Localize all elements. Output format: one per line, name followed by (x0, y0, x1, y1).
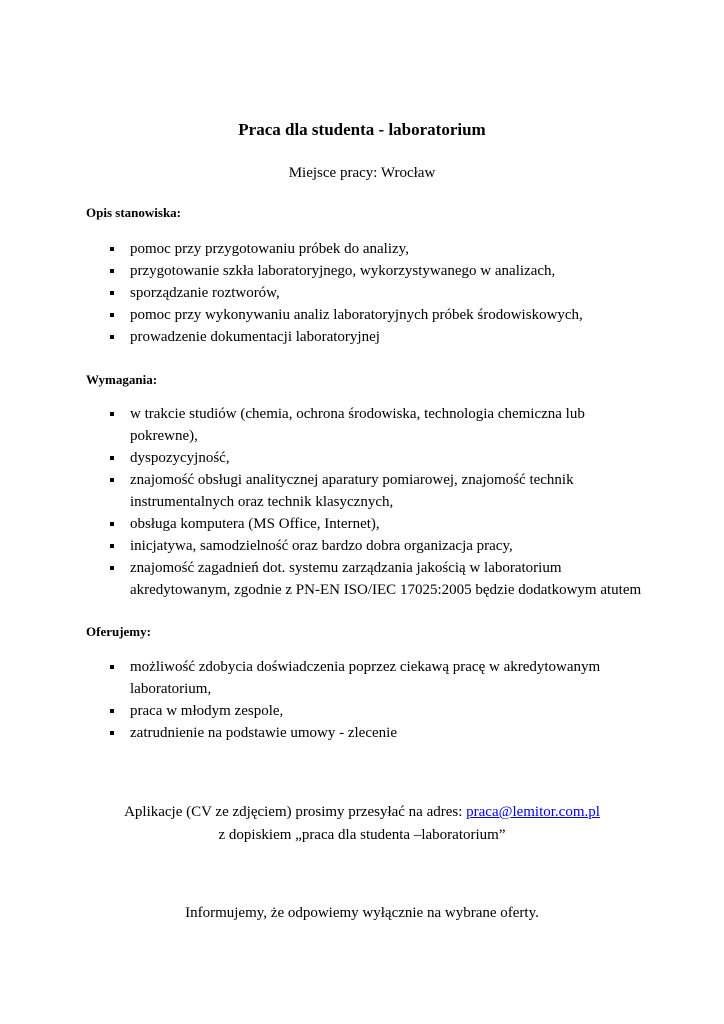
bullet-icon (110, 544, 114, 548)
notice-text: Informujemy, że odpowiemy wyłącznie na wybrane oferty. (185, 905, 539, 921)
bullet-icon (110, 522, 114, 526)
email-link[interactable]: praca@lemitor.com.pl (466, 804, 600, 820)
list-item: praca w młodym zespole, (86, 700, 646, 722)
bullet-icon (110, 412, 114, 416)
page-title: Praca dla studenta - laboratorium (238, 120, 486, 139)
bullet-icon (110, 456, 114, 460)
bullet-icon (110, 665, 114, 669)
bullet-icon (110, 291, 114, 295)
list-item: sporządzanie roztworów, (86, 282, 646, 304)
bullet-icon (110, 313, 114, 317)
section-heading-requirements: Wymagania: (86, 372, 158, 387)
list-item: znajomość obsługi analitycznej aparatury pomiarowej, znajomość technik instrumentalnych oraz technik klasycznych, (86, 469, 646, 513)
application-line (0, 802, 724, 822)
section-heading-description: Opis stanowiska: (86, 205, 181, 220)
list-item: przygotowanie szkła laboratoryjnego, wykorzystywanego w analizach, (86, 260, 646, 282)
bullet-icon (110, 269, 114, 273)
list-item: prowadzenie dokumentacji laboratoryjnej (86, 326, 646, 348)
list-item: pomoc przy przygotowaniu próbek do analizy, (86, 238, 646, 260)
list-item: inicjatywa, samodzielność oraz bardzo dobra organizacja pracy, (86, 535, 646, 557)
bullet-icon (110, 247, 114, 251)
list-item: znajomość zagadnień dot. systemu zarządzania jakością w laboratorium akredytowanym, zgodnie z PN-EN ISO/IEC 17025:2005 będzie dodatkowym atutem (86, 557, 646, 601)
offer-list (86, 656, 646, 744)
bullet-icon (110, 731, 114, 735)
bullet-icon (110, 566, 114, 570)
bullet-icon (110, 335, 114, 339)
list-item: zatrudnienie na podstawie umowy - zlecenie (86, 722, 646, 744)
list-item: w trakcie studiów (chemia, ochrona środowiska, technologia chemiczna lub pokrewne), (86, 403, 646, 447)
bullet-icon (110, 709, 114, 713)
requirements-list (86, 403, 646, 601)
application-note: z dopiskiem „praca dla studenta –laboratorium” (218, 827, 506, 843)
job-location: Miejsce pracy: Wrocław (288, 165, 436, 181)
application-text: Aplikacje (CV ze zdjęciem) prosimy przesyłać na adres: (124, 804, 467, 820)
list-item: pomoc przy wykonywaniu analiz laboratoryjnych próbek środowiskowych, (86, 304, 646, 326)
description-list (86, 238, 646, 348)
bullet-icon (110, 478, 114, 482)
list-item: możliwość zdobycia doświadczenia poprzez ciekawą pracę w akredytowanym laboratorium, (86, 656, 646, 700)
section-heading-offer: Oferujemy: (86, 624, 151, 639)
list-item: dyspozycyjność, (86, 447, 646, 469)
list-item: obsługa komputera (MS Office, Internet), (86, 513, 646, 535)
